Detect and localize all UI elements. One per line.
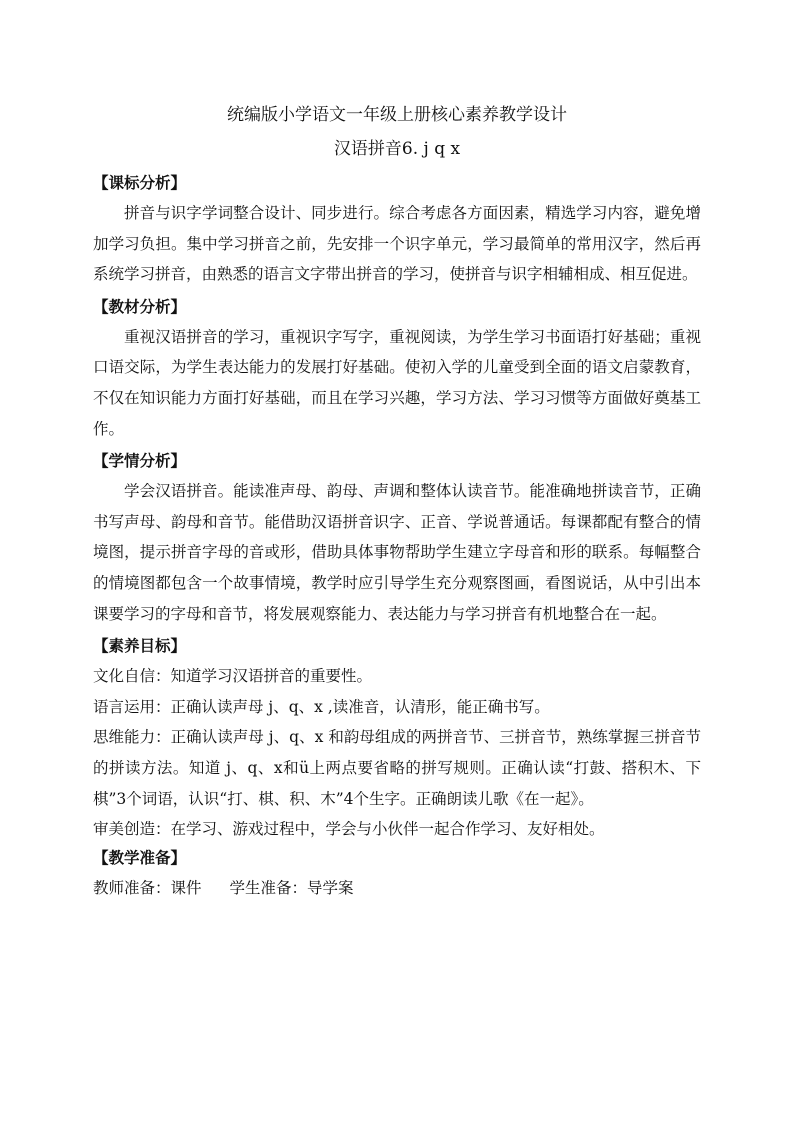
teacher-preparation: 教师准备：课件 (93, 878, 202, 897)
section-paragraph: 重视汉语拼音的学习，重视识字写字，重视阅读，为学生学习书面语打好基础；重视口语交际，为学生表达能力的发展打好基础。使初入学的儿童受到全面的语文启蒙教育，不仅在知识能力方面打好基础，而且在学习兴趣，学习方法、学习习惯等方面做好奠基工作。 (93, 327, 701, 438)
section-student-analysis (93, 448, 701, 629)
document-subtitle: 汉语拼音6. j q x (333, 139, 461, 159)
document-page (93, 100, 701, 903)
section-heading: 【课标分析】 (93, 173, 187, 192)
section-heading: 【教材分析】 (93, 296, 187, 316)
section-teaching-preparation (93, 845, 701, 904)
document-title: 统编版小学语文一年级上册核心素养教学设计 (227, 105, 567, 125)
section-paragraph: 学会汉语拼音。能读准声母、韵母、声调和整体认读音节。能准确地拼读音节，正确书写声母、韵母和音节。能借助汉语拼音识字、正音、学说普通话。每课都配有整合的情境图，提示拼音字母的音或形，借助具体事物帮助学生建立字母音和形的联系。每幅整合的情境图都包含一个故事情境，教学时应引导学生充分观察图画，看图说话，从中引出本课要学习的字母和音节，将发展观察能力、表达能力与学习拼音有机地整合在一起。 (93, 482, 701, 623)
section-heading: 【素养目标】 (93, 636, 187, 656)
section-textbook-analysis (93, 294, 701, 444)
section-curriculum-analysis (93, 170, 701, 290)
section-heading: 【学情分析】 (93, 451, 187, 471)
goal-aesthetic-creation: 审美创造：在学习、游戏过程中，学会与小伙伴一起合作学习、友好相处。 (93, 820, 605, 839)
student-preparation: 学生准备：导学案 (229, 878, 354, 897)
section-heading: 【教学准备】 (93, 847, 187, 867)
goal-language-use: 语言运用：正确认读声母 j、q、x ,读准音，认清形，能正确书写。 (93, 697, 550, 716)
section-literacy-goals (93, 633, 701, 845)
section-paragraph: 拼音与识字学词整合设计、同步进行。综合考虑各方面因素，精选学习内容，避免增加学习负担。集中学习拼音之前，先安排一个识字单元，学习最简单的常用汉字，然后再系统学习拼音，由熟悉的语言文字带出拼音的学习，使拼音与识字相辅相成、相互促进。 (93, 204, 701, 284)
goal-thinking-ability: 思维能力：正确认读声母 j、q、x 和韵母组成的两拼音节、三拼音节，熟练掌握三拼音节的拼读方法。知道 j、q、x和ü上两点要省略的拼写规则。正确认读“打鼓、搭积木、下棋”3个词语，认识“打、棋、积、木”4个生字。正确朗读儿歌《在一起》。 (93, 728, 701, 808)
preparation-line (93, 873, 701, 904)
goal-cultural-confidence: 文化自信：知道学习汉语拼音的重要性。 (93, 667, 373, 686)
